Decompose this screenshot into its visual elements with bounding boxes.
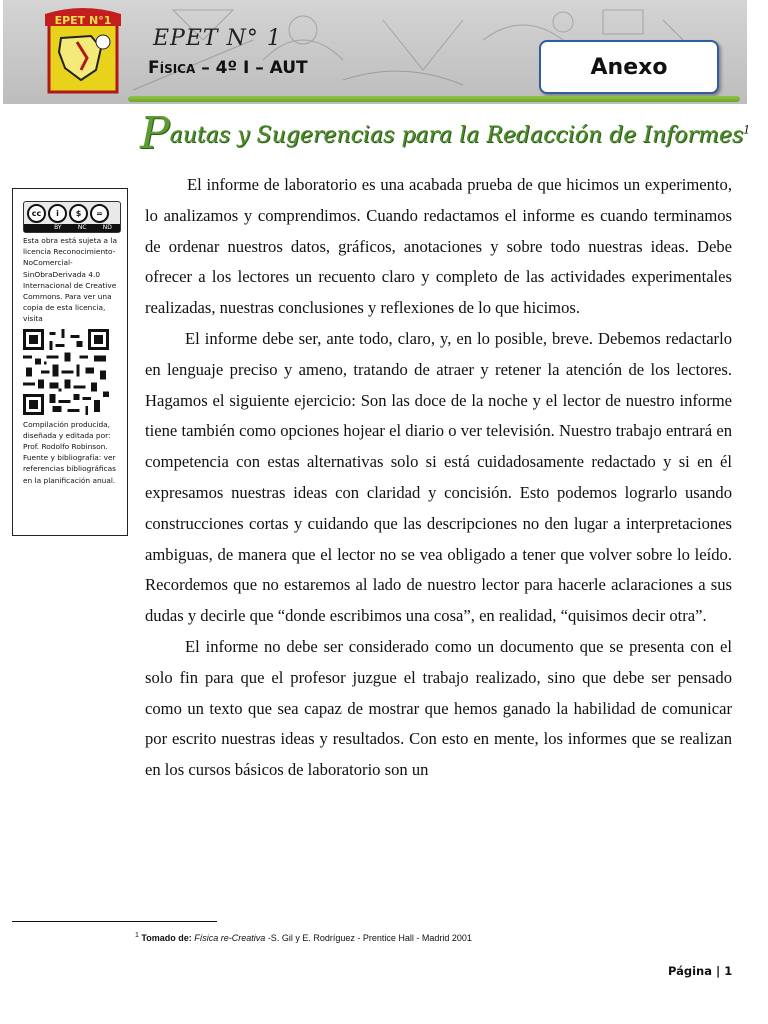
school-name: EPET N° 1 — [153, 26, 282, 51]
footnote-divider — [12, 921, 217, 922]
page-number: Página | 1 — [668, 964, 733, 978]
attribution-icon: i — [48, 204, 67, 223]
noncommercial-icon: $ — [69, 204, 88, 223]
qr-code-icon[interactable] — [23, 329, 109, 415]
license-box — [12, 188, 128, 536]
school-logo — [41, 8, 125, 96]
paragraph: El informe debe ser, ante todo, claro, y, en lo posible, breve. Debemos redactarlo en lenguaje preciso y ameno, tratando de atraer y retener la atención de los lectores. Hagamos el siguiente ejercicio: Son las doce de la noche y el lector de nuestro informe tiene también como opciones hojear el diario o ver televisión. Nuestro trabajo entrará en competencia con estas alternativas solo si está cuidadosamente redactado y si en él expresamos nuestras ideas con claridad y concisión. Esto podemos lograrlo usando construcciones cortas y cuidando que las descripciones no den lugar a interpretaciones ambiguas, de manera que el lector no se vea obligado a tener que volver sobre lo leído. Recordemos que no estaremos al lado de nuestro lector para hacerle aclaraciones a sus dudas y decirle que “donde escribimos una cosa”, en realidad, “quisimos decir otra”. — [145, 328, 732, 626]
noderivatives-icon: = — [90, 204, 109, 223]
credits-text: Compilación producida, diseñada y editada por: Prof. Rodolfo Robinson. Fuente y bibliografía: ver referencias bibliográficas en la planificación anual. — [23, 419, 116, 485]
header-divider — [128, 96, 740, 102]
footnote — [135, 932, 472, 943]
footnote-label: Tomado de: — [141, 933, 192, 943]
footnote-mark: 1 — [135, 932, 139, 939]
cc-icon: cc — [27, 204, 46, 223]
creative-commons-badge — [23, 201, 121, 233]
annex-label: Anexo — [539, 40, 719, 94]
cc-label-by: BY — [54, 224, 62, 231]
document-body — [145, 170, 732, 786]
license-text: Esta obra está sujeta a la licencia Reconocimiento-NoComercial-SinObraDerivada 4.0 Internacional de Creative Commons. Para ver una copia de esta licencia, visita — [23, 236, 117, 324]
document-title — [140, 108, 751, 159]
header-banner — [3, 0, 747, 104]
cc-label-nd: ND — [102, 224, 112, 231]
paragraph: El informe de laboratorio es una acabada prueba de que hicimos un experimento, lo analizamos y comprendimos. Cuando redactamos el informe es cuando terminamos de ordenar nuestros datos, gráficos, anotaciones y sobre todo nuestras ideas. Debe ofrecer a los lectores un recuento claro y completo de las actividades experimentales realizadas, nuestras conclusiones y reflexiones de lo que hicimos. — [145, 175, 732, 318]
title-footnote-ref: 1 — [743, 123, 751, 137]
footnote-book-title: Física re-Creativa — [194, 933, 266, 943]
title-text: autas y Sugerencias para la Redacción de Informes — [169, 123, 744, 148]
paragraph: El informe no debe ser considerado como un documento que se presenta con el solo fin para que el profesor juzgue el trabajo realizado, sino que debe ser pensado como un texto que sea capaz de mostrar que hemos ganado la habilidad de comunicar por escrito nuestras ideas y resultados. Con esto en mente, los informes que se realizan en los cursos básicos de laboratorio son un — [145, 636, 732, 780]
cc-label-nc: NC — [77, 224, 87, 231]
footnote-source: -S. Gil y E. Rodríguez - Prentice Hall - Madrid 2001 — [267, 933, 472, 943]
course-name: Física – 4º I – AUT — [148, 58, 308, 78]
svg-text:EPET N°1: EPET N°1 — [54, 14, 112, 27]
title-initial: P — [140, 108, 170, 159]
